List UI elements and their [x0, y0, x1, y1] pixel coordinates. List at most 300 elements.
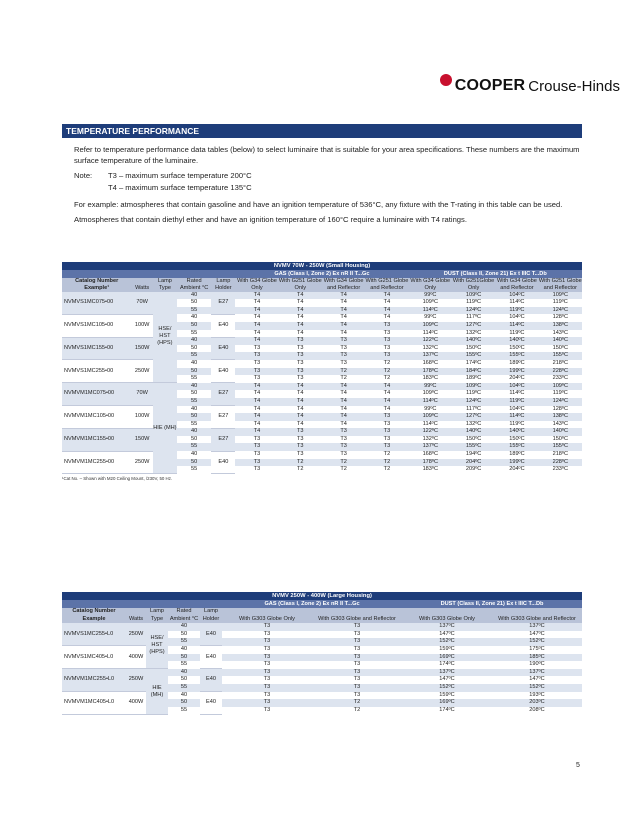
rating-cell: T3 [263, 676, 271, 683]
rating-cell: T3 [322, 337, 365, 345]
rating-cell: T3 [353, 630, 361, 637]
column-header: Catalog Number Example [62, 608, 126, 623]
rated-ambient-cell: 55 [180, 706, 188, 713]
table-row [62, 292, 582, 300]
rating-cell: 155ºC [495, 443, 538, 451]
rated-ambient-cell: 40 [191, 405, 198, 412]
gas-header: GAS (Class I, Zone 2) Ex nR II T...Gc [222, 600, 402, 608]
lamp-holder-cell: E40 [200, 692, 222, 715]
rating-cell: 137ºC [402, 623, 492, 631]
rating-cell: T3 [312, 638, 402, 646]
rating-cell: 127ºC [452, 413, 495, 421]
rated-ambient-cell: 40 [191, 451, 198, 458]
large-housing-table [62, 592, 582, 715]
table-row [62, 692, 582, 700]
rating-cell: 104ºC [509, 314, 525, 321]
rating-cell: 140ºC [495, 337, 538, 345]
rating-cell: 128ºC [552, 314, 568, 321]
table-row [62, 451, 582, 459]
rating-cell: 189ºC [465, 375, 482, 382]
rating-cell: T3 [222, 623, 312, 631]
rated-ambient-cell: 55 [177, 398, 212, 406]
rating-cell: 159ºC [439, 645, 455, 652]
rating-cell: 233ºC [552, 375, 568, 382]
rating-cell: T4 [340, 314, 347, 321]
rating-cell: T2 [340, 375, 347, 382]
column-header: With G251 Globe Only [278, 278, 322, 291]
rating-cell: T4 [279, 398, 322, 406]
watts-cell: 250W [126, 623, 146, 646]
lamp-holder-cell: E27 [211, 292, 235, 315]
rated-ambient-cell: 55 [191, 420, 198, 427]
rating-cell: T4 [253, 405, 261, 412]
rating-cell: T4 [279, 413, 322, 421]
catalog-number: NVMVM1MC405•L0 [62, 692, 126, 715]
rating-cell: T3 [263, 706, 271, 713]
rating-cell: T3 [340, 451, 347, 458]
table-row [62, 646, 582, 654]
rated-ambient-cell: 50 [177, 322, 212, 330]
rating-cell: 137ºC [402, 669, 492, 677]
rating-cell: T2 [365, 459, 408, 467]
rated-ambient-cell: 50 [191, 299, 198, 306]
note-line-1: T3 – maximum surface temperature 200°C [108, 171, 252, 180]
rating-cell: T3 [340, 435, 347, 442]
rating-cell: 143ºC [552, 329, 568, 336]
watts-cell: 100W [131, 314, 153, 337]
rating-cell: 147ºC [439, 676, 455, 683]
rating-cell: T2 [365, 368, 408, 376]
intro-paragraph-3: Atmospheres that contain diethyl ether and have an ignition temperature of 160°C require a luminaire with T4 ratings. [74, 215, 467, 224]
rating-cell: 204ºC [509, 375, 525, 382]
rating-cell: 114ºC [509, 299, 525, 306]
rated-ambient-cell: 55 [191, 466, 198, 473]
column-header: Lamp Type [146, 608, 168, 623]
rating-cell: 209ºC [465, 466, 482, 473]
rating-cell: T4 [235, 307, 278, 315]
lamp-type-cell: HSE/ HST (HPS) [146, 623, 168, 669]
catalog-number: NVMVM1MC105•00 [62, 406, 131, 429]
rating-cell: 114ºC [409, 307, 452, 315]
rating-cell: 155ºC [539, 352, 582, 360]
column-header: Lamp Holder [200, 608, 222, 623]
rating-cell: T3 [253, 466, 261, 473]
rating-cell: T3 [297, 359, 304, 366]
rating-cell: 228ºC [539, 368, 582, 376]
rating-cell: T4 [365, 307, 408, 315]
logo-mark-icon [440, 74, 452, 86]
rated-ambient-cell: 55 [177, 352, 212, 360]
rating-cell: 152ºC [492, 638, 582, 646]
rating-cell: T3 [235, 352, 278, 360]
rated-ambient-cell: 55 [191, 375, 198, 382]
rating-cell: T4 [235, 337, 278, 345]
rating-cell: T4 [297, 405, 304, 412]
lamp-holder-cell: E40 [211, 314, 235, 337]
rating-cell: 169ºC [402, 699, 492, 707]
rating-cell: 150ºC [552, 344, 568, 351]
watts-cell: 250W [126, 669, 146, 692]
rating-cell: T4 [297, 314, 304, 321]
table-title: NVMV 70W - 250W (Small Housing) [62, 262, 582, 270]
rating-cell: T2 [353, 706, 361, 713]
rating-cell: 109ºC [422, 390, 438, 397]
rating-cell: 152ºC [402, 638, 492, 646]
table-row [62, 383, 582, 391]
rating-cell: 138ºC [539, 413, 582, 421]
lamp-holder-cell: E27 [211, 428, 235, 451]
rating-cell: 114ºC [509, 390, 525, 397]
column-header: With G34 Globe and Reflector [497, 278, 537, 291]
rated-ambient-cell: 40 [177, 337, 212, 345]
rating-cell: 137ºC [409, 443, 452, 451]
catalog-number: NVMVM1MC255•L0 [62, 669, 126, 692]
rating-cell: T4 [383, 390, 391, 397]
rating-cell: T3 [340, 359, 347, 366]
rating-cell: T3 [353, 645, 361, 652]
rating-cell: T3 [253, 344, 261, 351]
rating-cell: 109ºC [539, 292, 582, 300]
rated-ambient-cell: 50 [191, 344, 198, 351]
rating-cell: 174ºC [439, 661, 455, 668]
lamp-type-cell: HIE (MH) [146, 669, 168, 715]
rated-ambient-cell: 40 [177, 428, 212, 436]
rating-cell: T4 [365, 292, 408, 300]
rating-cell: T4 [253, 314, 261, 321]
rating-cell: 99ºC [424, 314, 437, 321]
column-header: Lamp Holder [211, 278, 235, 292]
rating-cell: 124ºC [452, 307, 495, 315]
rating-cell: 114ºC [495, 322, 538, 330]
rating-cell: T3 [279, 337, 322, 345]
table-row [62, 623, 582, 631]
rated-ambient-cell: 50 [177, 368, 212, 376]
table-row [62, 406, 582, 414]
rating-cell: T4 [340, 329, 347, 336]
column-header: With G303 Globe Only [402, 608, 492, 623]
table-title: NVMV 250W - 400W (Large Housing) [62, 592, 582, 600]
rated-ambient-cell: 50 [180, 676, 188, 683]
rating-cell: T3 [253, 375, 261, 382]
rating-cell: T4 [235, 398, 278, 406]
rating-cell: 132ºC [422, 344, 438, 351]
rating-cell: T4 [322, 383, 365, 391]
rating-cell: 190ºC [529, 661, 545, 668]
note-label: Note: [74, 171, 93, 180]
column-header: With G303 Globe Only [222, 608, 312, 623]
rating-cell: 140ºC [539, 337, 582, 345]
rating-cell: 174ºC [465, 359, 482, 366]
rating-cell: T4 [253, 329, 261, 336]
rating-cell: 119ºC [495, 307, 538, 315]
rating-cell: 150ºC [465, 435, 482, 442]
rating-cell: T3 [263, 691, 271, 698]
rating-cell: 147ºC [529, 630, 545, 637]
rating-cell: T3 [322, 428, 365, 436]
rating-cell: 204ºC [452, 459, 495, 467]
rating-cell: T2 [312, 699, 402, 707]
rating-cell: 99ºC [409, 383, 452, 391]
rating-cell: 122ºC [409, 428, 452, 436]
column-header: Rated Ambient °C [169, 608, 199, 622]
rating-cell: 174ºC [439, 706, 455, 713]
rating-cell: 150ºC [465, 344, 482, 351]
rating-cell: T3 [263, 645, 271, 652]
rating-cell: T4 [322, 398, 365, 406]
rating-cell: 127ºC [452, 322, 495, 330]
rating-cell: T4 [235, 322, 278, 330]
column-header: With G34 Globe Only [237, 278, 277, 291]
rating-cell: T3 [365, 352, 408, 360]
rating-cell: T4 [297, 390, 304, 397]
rating-cell: T3 [279, 443, 322, 451]
rating-cell: T4 [322, 292, 365, 300]
rating-cell: T3 [253, 451, 261, 458]
rating-cell: 114ºC [495, 413, 538, 421]
rating-cell: 203ºC [492, 699, 582, 707]
rating-cell: T3 [235, 459, 278, 467]
rating-cell: 183ºC [422, 466, 438, 473]
rating-cell: T2 [322, 459, 365, 467]
rating-cell: T4 [297, 299, 304, 306]
rating-cell: 109ºC [539, 383, 582, 391]
rating-cell: 109ºC [452, 292, 495, 300]
rating-cell: 168ºC [422, 451, 438, 458]
rating-cell: T2 [383, 451, 391, 458]
rating-cell: T4 [322, 322, 365, 330]
rated-ambient-cell: 55 [168, 684, 200, 692]
rating-cell: 99ºC [409, 292, 452, 300]
intro-paragraph-2: For example: atmospheres that contain gasoline and have an ignition temperature of 536°C, any fixture with the T-rating in this table can be used. [74, 200, 563, 209]
rating-cell: T3 [365, 337, 408, 345]
rating-cell: 132ºC [422, 435, 438, 442]
rating-cell: T4 [340, 299, 347, 306]
table-row [62, 669, 582, 677]
rated-ambient-cell: 50 [177, 459, 212, 467]
rated-ambient-cell: 40 [180, 645, 188, 652]
column-header: With G251Globe Only [452, 278, 495, 291]
lamp-type-cell: HSE/ HST (HPS) [153, 292, 177, 383]
rating-cell: T4 [383, 299, 391, 306]
rating-cell: 228ºC [539, 459, 582, 467]
rating-cell: T4 [235, 413, 278, 421]
rating-cell: T3 [365, 443, 408, 451]
rating-cell: T3 [312, 654, 402, 662]
rating-cell: T3 [222, 699, 312, 707]
rating-cell: T3 [253, 359, 261, 366]
catalog-number: NVMVM1MC155•00 [62, 428, 131, 451]
column-header: With G303 Globe and Reflector [312, 608, 402, 623]
rating-cell: 233ºC [552, 466, 568, 473]
rating-cell: T4 [253, 299, 261, 306]
rating-cell: 152ºC [402, 684, 492, 692]
rating-cell: 117ºC [466, 405, 482, 412]
rated-ambient-cell: 50 [191, 390, 198, 397]
rating-cell: T4 [340, 390, 347, 397]
watts-cell: 70W [131, 292, 153, 315]
watts-cell: 100W [131, 406, 153, 429]
watts-cell: 70W [131, 383, 153, 406]
rating-cell: 159ºC [439, 691, 455, 698]
rating-cell: 109ºC [409, 413, 452, 421]
rated-ambient-cell: 50 [191, 435, 198, 442]
catalog-number: NVMVS1MC255•L0 [62, 623, 126, 646]
rating-cell: T3 [235, 443, 278, 451]
rating-cell: 119ºC [495, 398, 538, 406]
rating-cell: 119ºC [552, 299, 568, 306]
rating-cell: 119ºC [509, 329, 525, 336]
catalog-number: NVMVM1MC255•00 [62, 451, 131, 474]
rating-cell: T2 [383, 375, 391, 382]
table-row [62, 337, 582, 345]
rating-cell: T3 [312, 669, 402, 677]
rating-cell: T4 [322, 413, 365, 421]
rating-cell: 218ºC [552, 359, 568, 366]
rating-cell: 124ºC [452, 398, 495, 406]
rating-cell: T4 [383, 405, 391, 412]
rating-cell: T3 [279, 352, 322, 360]
rating-cell: T3 [263, 661, 271, 668]
gas-header: GAS (Class I, Zone 2) Ex nR II T...Gc [235, 270, 408, 278]
table-row [62, 428, 582, 436]
column-header: With G251 Globe and Reflector [365, 278, 409, 291]
rating-cell: T3 [297, 375, 304, 382]
column-header: Lamp Type [153, 278, 177, 292]
rated-ambient-cell: 55 [180, 661, 188, 668]
rating-cell: T3 [222, 669, 312, 677]
note-line-2: T4 – maximum surface temperature 135°C [108, 183, 252, 192]
table-row [62, 360, 582, 368]
dust-header: DUST (Class II, Zone 21) Ex t IIIC T...Db [409, 270, 582, 278]
rating-cell: T3 [279, 368, 322, 376]
rating-cell: T3 [365, 322, 408, 330]
rating-cell: T3 [253, 435, 261, 442]
rated-ambient-cell: 40 [177, 292, 212, 300]
rating-cell: 137ºC [492, 669, 582, 677]
rated-ambient-cell: 55 [177, 307, 212, 315]
column-header: Watts [126, 608, 146, 623]
table-row [62, 314, 582, 322]
rating-cell: 104ºC [509, 405, 525, 412]
rating-cell: 122ºC [409, 337, 452, 345]
intro-text [74, 144, 584, 229]
lamp-holder-cell: E40 [211, 451, 235, 474]
rating-cell: T4 [235, 428, 278, 436]
rating-cell: 184ºC [452, 368, 495, 376]
rating-cell: 109ºC [409, 322, 452, 330]
rating-cell: T3 [353, 661, 361, 668]
watts-cell: 150W [131, 428, 153, 451]
table-footnote: ¹Cat No. – Shown with M20 Ceiling Mount, /230V, 50 Hz. [62, 476, 173, 482]
rating-cell: 137ºC [492, 623, 582, 631]
rating-cell: 119ºC [466, 299, 482, 306]
rating-cell: 178ºC [409, 368, 452, 376]
rating-cell: 155ºC [452, 352, 495, 360]
column-header: With G251 Globe and Reflector [538, 278, 582, 291]
rating-cell: 119ºC [552, 390, 568, 397]
rating-cell: T3 [235, 368, 278, 376]
rating-cell: T3 [312, 684, 402, 692]
rated-ambient-cell: 40 [168, 669, 200, 677]
rating-cell: T3 [279, 428, 322, 436]
catalog-number: NVMVS1MC405•L0 [62, 646, 126, 669]
lamp-holder-cell: E40 [211, 360, 235, 383]
rating-cell: 175ºC [529, 645, 545, 652]
rating-cell: 185ºC [492, 654, 582, 662]
rating-cell: T2 [340, 466, 347, 473]
section-title: TEMPERATURE PERFORMANCE [62, 124, 582, 138]
rating-cell: 150ºC [509, 435, 525, 442]
rating-cell: T3 [322, 443, 365, 451]
rating-cell: 218ºC [552, 451, 568, 458]
rating-cell: T3 [297, 344, 304, 351]
rated-ambient-cell: 40 [180, 691, 188, 698]
rating-cell: T4 [383, 314, 391, 321]
column-header: Catalog Number Example¹ [62, 278, 131, 292]
rating-cell: 155ºC [495, 352, 538, 360]
rating-cell: T4 [235, 292, 278, 300]
column-header: Rated Ambient °C [177, 278, 212, 292]
rating-cell: T3 [365, 413, 408, 421]
rating-cell: 199ºC [495, 368, 538, 376]
catalog-number: NVMVS1MC255•00 [62, 360, 131, 383]
rating-cell: 204ºC [509, 466, 525, 473]
rating-cell: T2 [383, 466, 391, 473]
rating-cell: T3 [312, 623, 402, 631]
lamp-holder-cell: E40 [211, 337, 235, 360]
rating-cell: T3 [297, 451, 304, 458]
rating-cell: 117ºC [466, 314, 482, 321]
rating-cell: T3 [383, 344, 391, 351]
rating-cell: 199ºC [495, 459, 538, 467]
lamp-holder-cell: E40 [200, 669, 222, 692]
rating-cell: 194ºC [465, 451, 482, 458]
rating-cell: 189ºC [509, 451, 525, 458]
logo-brand: COOPER [454, 77, 526, 94]
company-logo [430, 75, 620, 97]
rating-cell: T2 [383, 359, 391, 366]
rating-cell: T4 [235, 383, 278, 391]
rating-cell: T2 [297, 466, 304, 473]
watts-cell: 250W [131, 360, 153, 383]
rating-cell: 114ºC [409, 398, 452, 406]
rating-cell: T4 [279, 322, 322, 330]
rating-cell: 137ºC [409, 352, 452, 360]
rating-cell: 150ºC [509, 344, 525, 351]
rated-ambient-cell: 50 [168, 699, 200, 707]
small-housing-table [62, 262, 582, 481]
rating-cell: T3 [297, 435, 304, 442]
rating-cell: T3 [383, 435, 391, 442]
dust-header: DUST (Class II, Zone 21) Ex t IIIC T...Db [402, 600, 582, 608]
rating-cell: 152ºC [492, 684, 582, 692]
lamp-holder-cell: E40 [200, 646, 222, 669]
rating-cell: 104ºC [495, 292, 538, 300]
rating-cell: 140ºC [539, 428, 582, 436]
rating-cell: 124ºC [539, 307, 582, 315]
rating-cell: T4 [340, 405, 347, 412]
rating-cell: T4 [365, 383, 408, 391]
watts-cell: 150W [131, 337, 153, 360]
column-header: With G34 Globe Only [410, 278, 451, 291]
column-header: With G303 Globe and Reflector [492, 608, 582, 623]
rating-cell: 189ºC [509, 359, 525, 366]
column-header: Watts [131, 278, 153, 292]
rating-cell: T3 [222, 638, 312, 646]
catalog-number: NVMVS1MC105•00 [62, 314, 131, 337]
lamp-holder-cell: E27 [211, 406, 235, 429]
rating-cell: T4 [365, 398, 408, 406]
